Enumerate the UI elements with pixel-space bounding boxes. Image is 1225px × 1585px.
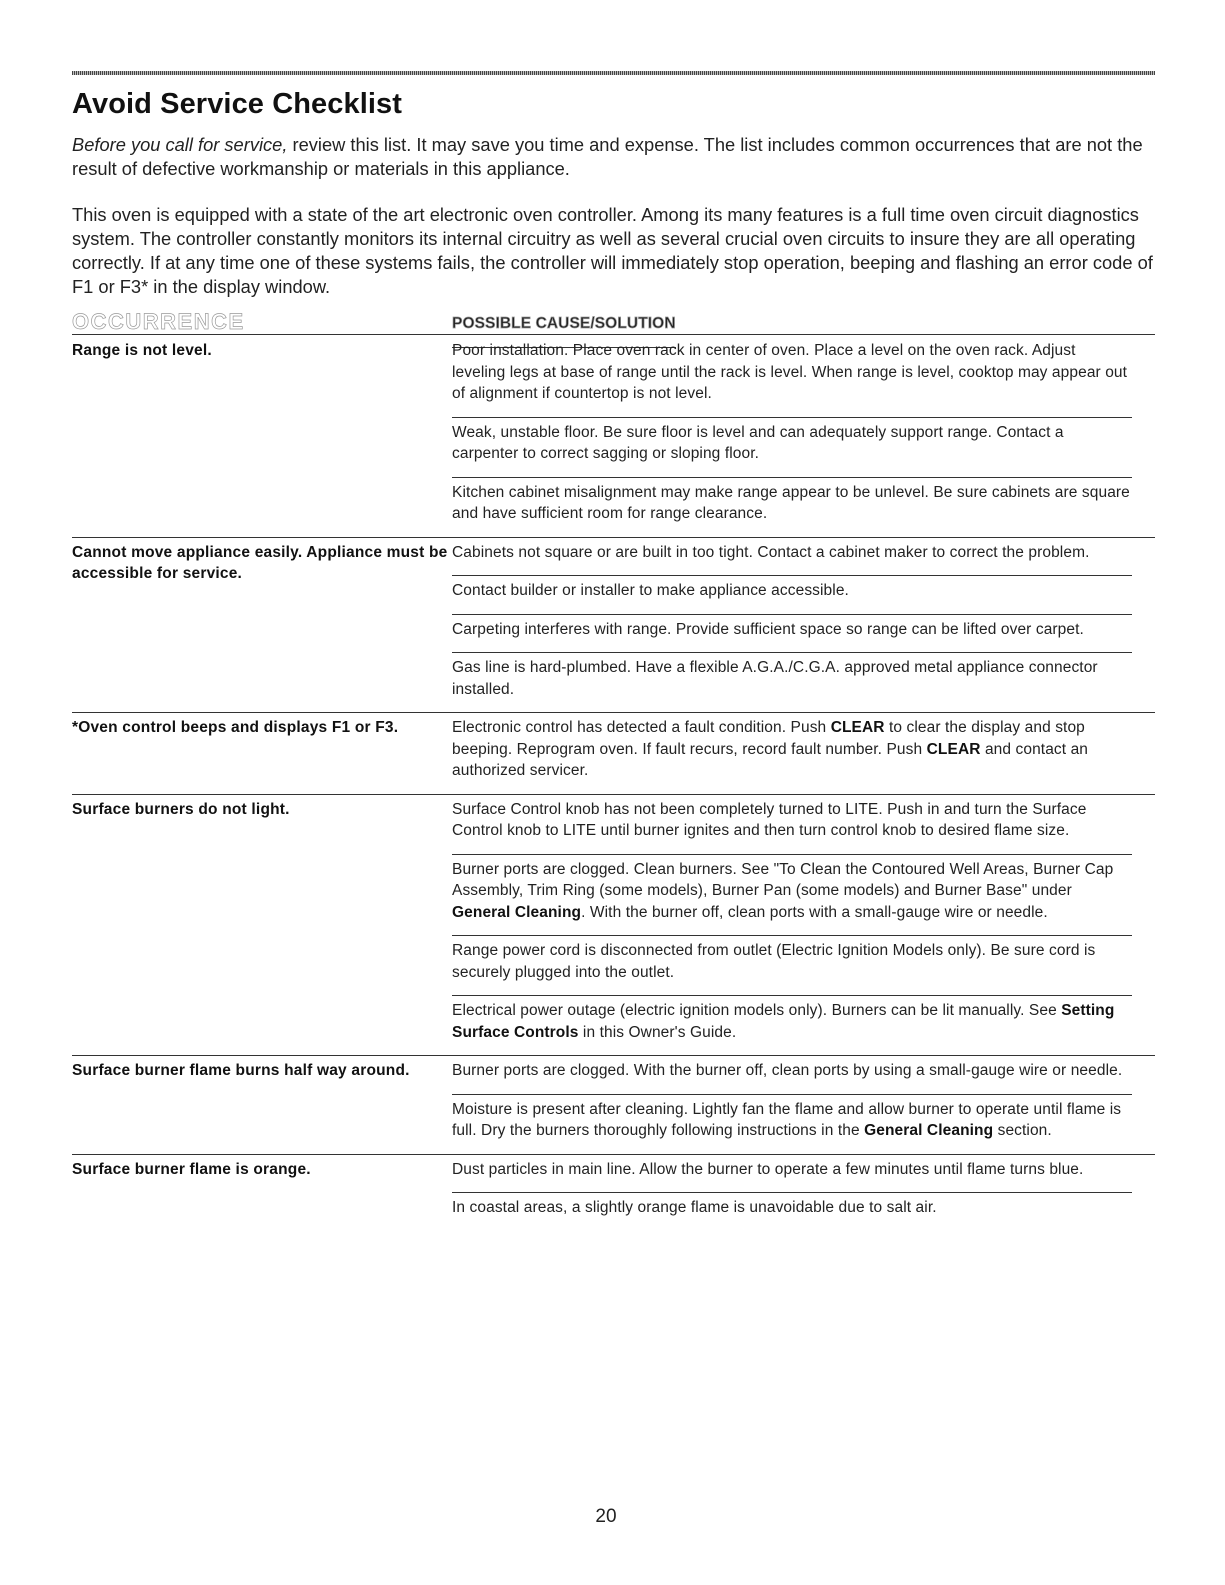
solution-text: Surface Control knob has not been completely turned to LITE. Push in and turn the Surface Control knob to LITE until burner ignites and then turn control knob to desired flame size. <box>452 800 1087 839</box>
solution-list <box>452 538 1142 713</box>
solution-item <box>452 336 1132 418</box>
checklist-row <box>72 1056 1155 1155</box>
occurrence-label: Surface burners do not light. <box>72 800 290 818</box>
occurrence-label: Range is not level. <box>72 342 212 359</box>
solution-text: Dust particles in main line. Allow the burner to operate a few minutes until flame turns blue. <box>452 1160 1084 1178</box>
solution-list <box>452 795 1142 1056</box>
solution-text: and contact an authorized servicer. <box>452 740 1089 779</box>
solution-item <box>452 653 1132 712</box>
solution-list <box>452 1155 1142 1231</box>
checklist-row <box>72 538 1155 714</box>
top-divider <box>72 71 1155 75</box>
checklist-row <box>72 1155 1155 1231</box>
intro-lead: Before you call for service, <box>72 134 288 155</box>
solution-text: Gas line is hard-plumbed. Have a flexible A.G.A./C.G.A. approved metal appliance connector installed. <box>452 659 1098 698</box>
solution-item <box>452 576 1132 615</box>
solution-text: Range power cord is disconnected from outlet (Electric Ignition Models only). Be sure cord is securely plugged into the outlet. <box>452 942 1096 981</box>
solution-text: to clear the display and stop beeping. Reprogram oven. If fault recurs, record fault number. Push <box>452 719 1085 758</box>
occurrence-column-header: OCCURRENCE <box>72 309 245 334</box>
solution-text: In coastal areas, a slightly orange flame is unavoidable due to salt air. <box>452 1199 937 1216</box>
page-number: 20 <box>595 1506 617 1527</box>
solution-emphasis: CLEAR <box>830 719 885 736</box>
checklist-table <box>72 336 1155 1231</box>
solution-text: Kitchen cabinet misalignment may make range appear to be unlevel. Be sure cabinets are square and have sufficient room for range clearance. <box>452 483 1130 522</box>
solution-text: Contact builder or installer to make appliance accessible. <box>452 582 849 599</box>
solution-item <box>452 418 1132 478</box>
occurrence-label: Surface burner flame burns half way around. <box>72 1062 410 1079</box>
header-divider <box>72 334 1155 335</box>
solution-item <box>452 713 1132 794</box>
checklist-row <box>72 336 1155 538</box>
occurrence-label: Surface burner flame is orange. <box>72 1160 311 1178</box>
solution-text: Moisture is present after cleaning. Lightly fan the flame and allow burner to operate until flame is full. Dry the burners thoroughly following instructions in the <box>452 1100 1122 1139</box>
occurrence-label: Cannot move appliance easily. Appliance must be accessible for service. <box>72 543 448 582</box>
solution-emphasis: General Cleaning <box>864 1122 994 1139</box>
solution-text: Electronic control has detected a fault condition. Push <box>452 719 831 736</box>
solution-emphasis: Setting Surface Controls <box>452 1002 1115 1041</box>
solution-list <box>452 713 1142 794</box>
checklist-row <box>72 795 1155 1057</box>
solution-column-header: POSSIBLE CAUSE/SOLUTION <box>452 309 676 348</box>
solution-emphasis: General Cleaning <box>452 903 582 921</box>
solution-text: . With the burner off, clean ports with a small-gauge wire or needle. <box>581 903 1048 921</box>
solution-emphasis: CLEAR <box>926 740 981 758</box>
solution-list <box>452 336 1142 537</box>
solution-item <box>452 478 1132 537</box>
solution-item <box>452 1193 1132 1231</box>
solution-item <box>452 1056 1132 1095</box>
solution-item <box>452 795 1132 855</box>
solution-text: Poor installation. Place oven rack in center of oven. Place a level on the oven rack. Adjust leveling legs at base of range until the rack is level. When range is level, cooktop may appear out of alignment if countertop is not level. <box>452 342 1128 402</box>
solution-item <box>452 538 1132 577</box>
controller-paragraph: This oven is equipped with a state of the art electronic oven controller. Among its many features is a full time oven circuit diagnostics system. The controller constantly monitors its internal circuitry as well as several crucial oven circuits to insure they are all operating correctly. If at any time one of these systems fails, the controller will immediately stop operation, beeping and flashing an error code of F1 or F3* in the display window. <box>72 204 1153 297</box>
solution-list <box>452 1056 1142 1154</box>
intro-text: review this list. It may save you time and expense. The list includes common occurrences that are not the result of defective workmanship or materials in this appliance. <box>72 134 1143 179</box>
solution-item <box>452 1155 1132 1194</box>
solution-text: Cabinets not square or are built in too tight. Contact a cabinet maker to correct the problem. <box>452 543 1090 561</box>
page-title: Avoid Service Checklist <box>72 88 403 120</box>
solution-text: Weak, unstable floor. Be sure floor is level and can adequately support range. Contact a carpenter to correct sagging or sloping floor. <box>452 423 1064 462</box>
solution-item <box>452 996 1132 1055</box>
solution-text: in this Owner's Guide. <box>578 1023 737 1041</box>
solution-text: Burner ports are clogged. With the burner off, clean ports by using a small-gauge wire or needle. <box>452 1062 1123 1079</box>
solution-text: Electrical power outage (electric ignition models only). Burners can be lit manually. See <box>452 1002 1062 1019</box>
solution-text: Burner ports are clogged. Clean burners. See "To Clean the Contoured Well Areas, Burner Cap Assembly, Trim Ring (some models), Burner Pan (some models) and Burner Base" under <box>452 860 1114 899</box>
solution-item <box>452 855 1132 937</box>
checklist-row <box>72 713 1155 795</box>
solution-item <box>452 615 1132 654</box>
solution-item <box>452 1095 1132 1154</box>
intro-paragraph <box>72 133 1152 180</box>
solution-text: section. <box>993 1122 1052 1139</box>
occurrence-label: *Oven control beeps and displays F1 or F3. <box>72 719 399 736</box>
solution-text: Carpeting interferes with range. Provide sufficient space so range can be lifted over carpet. <box>452 620 1084 638</box>
solution-item <box>452 936 1132 996</box>
